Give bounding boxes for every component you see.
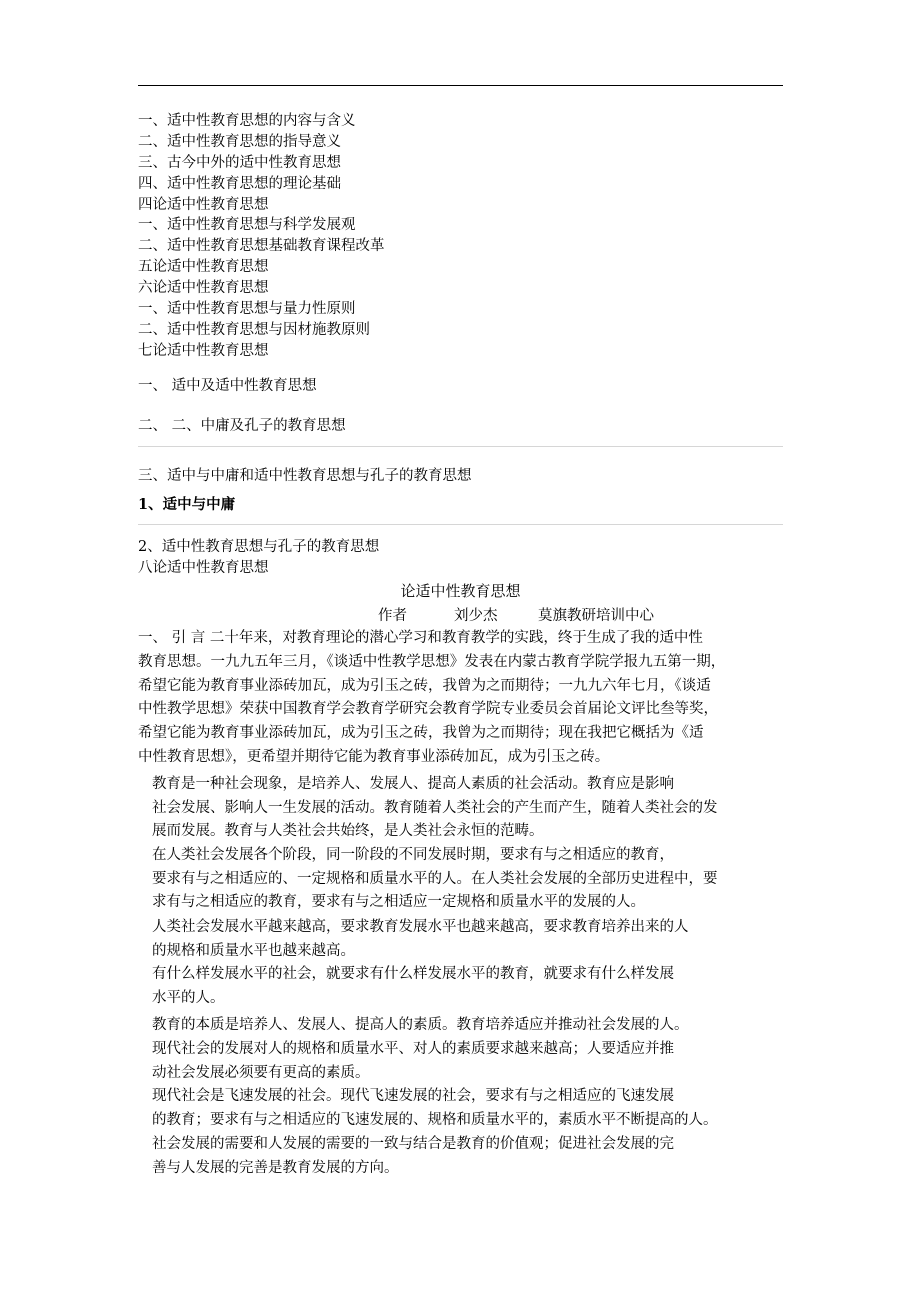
text-line: 中性教学思想》荣获中国教育学会教育学研究会教育学院专业委员会首届论文评比叁等奖， [138, 701, 718, 718]
section-heading: 一、 适中及适中性教育思想 [138, 378, 317, 394]
text-line: 动社会发展必须要有更高的素质。 [152, 1064, 370, 1081]
text-line: 求有与之相适应的教育，要求有与之相适应一定规格和质量水平的发展的人。 [152, 894, 645, 910]
text-line: 希望它能为教育事业添砖加瓦，成为引玉之砖，我曾为之而期待；一九九六年七月，《谈适 [138, 677, 711, 694]
author-name: 刘少杰 [454, 608, 498, 624]
author-organization: 莫旗教研培训中心 [538, 608, 654, 624]
text-line: 一、 引 言 二十年来，对教育理论的潜心学习和教育教学的实践，终于生成了我的适中性 [138, 630, 703, 646]
toc-item: 四、适中性教育思想的理论基础 [138, 175, 341, 192]
toc-item: 七论适中性教育思想 [138, 342, 269, 359]
text-line: 人类社会发展水平越来越高，要求教育发展水平也越来越高，要求教育培养出来的人 [152, 919, 689, 935]
section-divider [138, 446, 783, 447]
text-line: 在人类社会发展各个阶段，同一阶段的不同发展时期，要求有与之相适应的教育， [152, 847, 674, 863]
text-line: 水平的人。 [152, 989, 225, 1006]
intro-paragraph [138, 627, 783, 770]
table-of-contents [138, 111, 783, 362]
header-rule [138, 85, 783, 86]
article-title: 论适中性教育思想 [400, 582, 521, 600]
toc-item: 四论适中性教育思想 [138, 196, 269, 213]
body-paragraph [152, 963, 792, 1010]
text-line: 有什么样发展水平的社会，就要求有什么样发展水平的教育，就要求有什么样发展 [152, 966, 674, 982]
section-heading: 三、适中与中庸和适中性教育思想与孔子的教育思想 [138, 468, 472, 484]
text-line: 社会发展、影响人一生发展的活动。教育随着人类社会的产生而产生，随着人类社会的发 [152, 799, 718, 816]
text-line: 希望它能为教育事业添砖加瓦，成为引玉之砖，我曾为之而期待；现在我把它概括为《适 [138, 725, 704, 742]
toc-item: 二、适中性教育思想与因材施教原则 [138, 321, 370, 338]
section-heading: 二、 二、中庸及孔子的教育思想 [138, 418, 346, 434]
text-line: 展而发展。教育与人类社会共始终，是人类社会永恒的范畴。 [152, 823, 544, 839]
toc-item: 一、适中性教育思想与科学发展观 [138, 217, 356, 234]
toc-item: 五论适中性教育思想 [138, 259, 269, 276]
text-line: 教育思想。一九九五年三月，《谈适中性教学思想》发表在内蒙古教育学院学报九五第一期， [138, 653, 726, 670]
toc-item: 三、古今中外的适中性教育思想 [138, 154, 341, 171]
body-paragraph [152, 1133, 792, 1180]
toc-item: 六论适中性教育思想 [138, 280, 269, 297]
toc-item: 一、适中性教育思想与量力性原则 [138, 301, 356, 318]
body-paragraph [152, 1085, 792, 1132]
body-paragraph [152, 1038, 792, 1085]
section-divider [138, 524, 783, 525]
section-heading: 八论适中性教育思想 [138, 560, 269, 576]
body-paragraph [152, 773, 792, 844]
text-line: 要求有与之相适应的、一定规格和质量水平的人。在人类社会发展的全部历史进程中，要 [152, 870, 718, 887]
toc-item: 二、适中性教育思想基础教育课程改革 [138, 238, 385, 255]
text-line: 教育的本质是培养人、发展人、提高人的素质。教育培养适应并推动社会发展的人。 [152, 1017, 689, 1033]
text-line: 现代社会的发展对人的规格和质量水平、对人的素质要求越来越高；人要适应并推 [152, 1041, 674, 1057]
toc-item: 一、适中性教育思想的内容与含义 [138, 113, 356, 129]
subsection-heading: 1、适中与中庸 [138, 496, 236, 513]
subsection-heading: 2、适中性教育思想与孔子的教育思想 [138, 539, 380, 555]
text-line: 的教育；要求有与之相适应的飞速发展的、规格和质量水平的，素质水平不断提高的人。 [152, 1111, 718, 1128]
text-line: 中性教育思想》，更希望并期待它能为教育事业添砖加瓦，成为引玉之砖。 [138, 748, 610, 765]
text-line: 现代社会是飞速发展的社会。现代飞速发展的社会，要求有与之相适应的飞速发展 [152, 1088, 674, 1104]
text-line: 善与人发展的完善是教育发展的方向。 [152, 1159, 399, 1176]
toc-item: 二、适中性教育思想的指导意义 [138, 133, 341, 150]
body-paragraph [152, 916, 792, 963]
body-paragraph [152, 844, 792, 915]
text-line: 的规格和质量水平也越来越高。 [152, 942, 355, 959]
body-paragraph [152, 1014, 792, 1038]
text-line: 教育是一种社会现象，是培养人、发展人、提高人素质的社会活动。教育应是影响 [152, 776, 674, 792]
text-line: 社会发展的需要和人发展的需要的一致与结合是教育的价值观；促进社会发展的完 [152, 1136, 674, 1152]
author-label: 作者 [378, 608, 407, 624]
